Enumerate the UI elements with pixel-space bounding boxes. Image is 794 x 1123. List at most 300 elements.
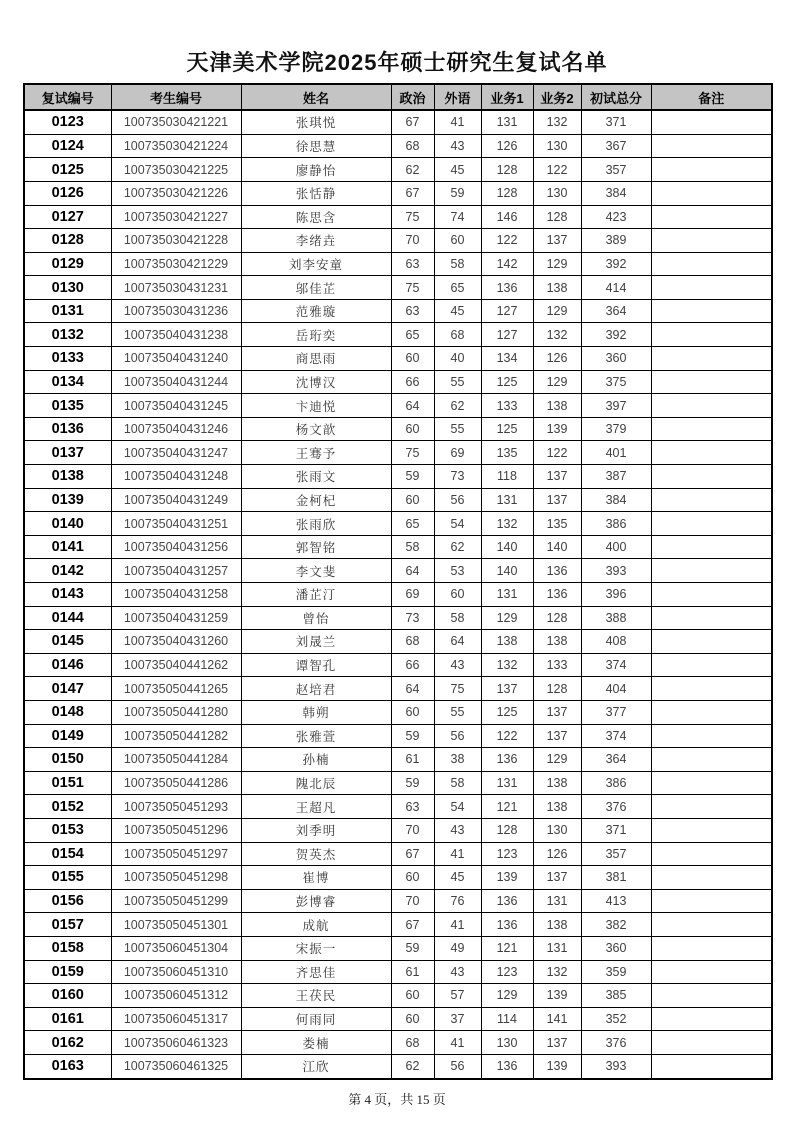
cell-total-score: 364 [581,299,651,323]
cell-politics: 60 [391,347,434,371]
cell-total-score: 393 [581,1054,651,1079]
cell-foreign-language: 43 [434,134,481,158]
cell-politics: 63 [391,299,434,323]
page-title: 天津美术学院2025年硕士研究生复试名单 [186,50,608,75]
cell-major1: 125 [481,700,533,724]
cell-major1: 121 [481,795,533,819]
cell-foreign-language: 74 [434,205,481,229]
table-row [24,134,772,158]
cell-foreign-language: 62 [434,535,481,559]
cell-name: 王超凡 [241,795,391,819]
cell-name: 金柯杞 [241,488,391,512]
cell-major2: 131 [533,889,581,913]
cell-foreign-language: 65 [434,276,481,300]
cell-remark [651,748,772,772]
cell-candidate-no: 100735030421229 [111,252,241,276]
cell-foreign-language: 60 [434,229,481,253]
cell-candidate-no: 100735040431260 [111,630,241,654]
cell-politics: 73 [391,606,434,630]
cell-major2: 140 [533,535,581,559]
cell-politics: 60 [391,700,434,724]
cell-total-score: 352 [581,1007,651,1031]
cell-foreign-language: 58 [434,252,481,276]
cell-retest-id: 0161 [24,1007,111,1031]
cell-name: 岳珩奕 [241,323,391,347]
cell-retest-id: 0156 [24,889,111,913]
cell-total-score: 364 [581,748,651,772]
cell-major1: 128 [481,181,533,205]
table-row [24,299,772,323]
cell-major2: 141 [533,1007,581,1031]
cell-candidate-no: 100735060461325 [111,1054,241,1079]
cell-name: 商思雨 [241,347,391,371]
cell-politics: 63 [391,795,434,819]
cell-total-score: 374 [581,724,651,748]
cell-total-score: 392 [581,323,651,347]
cell-candidate-no: 100735040431246 [111,417,241,441]
cell-politics: 60 [391,866,434,890]
cell-major1: 134 [481,347,533,371]
cell-major2: 131 [533,936,581,960]
cell-total-score: 367 [581,134,651,158]
cell-retest-id: 0123 [24,110,111,134]
cell-politics: 61 [391,960,434,984]
cell-major1: 137 [481,677,533,701]
cell-foreign-language: 54 [434,795,481,819]
cell-name: 江欣 [241,1054,391,1079]
cell-name: 刘李安童 [241,252,391,276]
cell-candidate-no: 100735030431231 [111,276,241,300]
cell-remark [651,771,772,795]
cell-candidate-no: 100735060451312 [111,984,241,1008]
cell-retest-id: 0124 [24,134,111,158]
cell-foreign-language: 38 [434,748,481,772]
cell-name: 齐思佳 [241,960,391,984]
cell-retest-id: 0158 [24,936,111,960]
table-row [24,771,772,795]
cell-name: 潘芷汀 [241,583,391,607]
cell-remark [651,512,772,536]
cell-major1: 135 [481,441,533,465]
cell-major2: 138 [533,276,581,300]
cell-name: 彭博睿 [241,889,391,913]
cell-total-score: 375 [581,370,651,394]
cell-retest-id: 0150 [24,748,111,772]
cell-retest-id: 0138 [24,465,111,489]
cell-major2: 138 [533,394,581,418]
cell-major2: 136 [533,583,581,607]
cell-name: 廖静怡 [241,158,391,182]
table-row [24,323,772,347]
cell-remark [651,889,772,913]
cell-total-score: 385 [581,984,651,1008]
cell-foreign-language: 45 [434,866,481,890]
cell-retest-id: 0162 [24,1031,111,1055]
cell-candidate-no: 100735030421225 [111,158,241,182]
cell-remark [651,724,772,748]
header-retest-id: 复试编号 [24,84,111,110]
cell-retest-id: 0135 [24,394,111,418]
cell-foreign-language: 75 [434,677,481,701]
cell-name: 徐思慧 [241,134,391,158]
table-row [24,441,772,465]
cell-candidate-no: 100735040431257 [111,559,241,583]
cell-politics: 66 [391,370,434,394]
cell-foreign-language: 41 [434,913,481,937]
table-row [24,677,772,701]
cell-remark [651,1007,772,1031]
cell-remark [651,158,772,182]
cell-politics: 75 [391,205,434,229]
cell-remark [651,347,772,371]
cell-major2: 126 [533,842,581,866]
cell-total-score: 359 [581,960,651,984]
cell-retest-id: 0147 [24,677,111,701]
cell-major2: 130 [533,818,581,842]
cell-remark [651,252,772,276]
cell-remark [651,630,772,654]
cell-major2: 137 [533,465,581,489]
cell-major1: 131 [481,771,533,795]
cell-major1: 114 [481,1007,533,1031]
cell-major2: 139 [533,1054,581,1079]
cell-candidate-no: 100735040431258 [111,583,241,607]
cell-major1: 133 [481,394,533,418]
cell-major1: 140 [481,535,533,559]
cell-major1: 121 [481,936,533,960]
cell-candidate-no: 100735060451317 [111,1007,241,1031]
cell-remark [651,110,772,134]
cell-major1: 125 [481,370,533,394]
cell-name: 郭智铭 [241,535,391,559]
cell-total-score: 374 [581,653,651,677]
cell-name: 张恬静 [241,181,391,205]
cell-remark [651,441,772,465]
cell-major1: 130 [481,1031,533,1055]
cell-name: 王骞予 [241,441,391,465]
cell-politics: 60 [391,984,434,1008]
cell-foreign-language: 49 [434,936,481,960]
cell-retest-id: 0163 [24,1054,111,1079]
cell-remark [651,465,772,489]
cell-candidate-no: 100735030421221 [111,110,241,134]
cell-politics: 67 [391,913,434,937]
cell-politics: 65 [391,512,434,536]
table-row [24,866,772,890]
cell-major1: 139 [481,866,533,890]
cell-remark [651,1031,772,1055]
cell-major2: 137 [533,229,581,253]
cell-politics: 61 [391,748,434,772]
cell-candidate-no: 100735040431251 [111,512,241,536]
table-row [24,936,772,960]
cell-retest-id: 0125 [24,158,111,182]
cell-politics: 69 [391,583,434,607]
cell-total-score: 386 [581,771,651,795]
cell-candidate-no: 100735040431238 [111,323,241,347]
cell-retest-id: 0144 [24,606,111,630]
table-row [24,465,772,489]
cell-politics: 67 [391,181,434,205]
cell-foreign-language: 64 [434,630,481,654]
cell-politics: 75 [391,441,434,465]
table-row [24,1007,772,1031]
cell-retest-id: 0143 [24,583,111,607]
cell-remark [651,417,772,441]
cell-name: 娄楠 [241,1031,391,1055]
cell-total-score: 386 [581,512,651,536]
cell-total-score: 404 [581,677,651,701]
cell-foreign-language: 56 [434,488,481,512]
table-row [24,700,772,724]
cell-total-score: 376 [581,1031,651,1055]
cell-remark [651,559,772,583]
cell-candidate-no: 100735030421224 [111,134,241,158]
cell-major1: 142 [481,252,533,276]
cell-foreign-language: 53 [434,559,481,583]
cell-remark [651,818,772,842]
cell-remark [651,488,772,512]
cell-remark [651,181,772,205]
header-major1: 业务1 [481,84,533,110]
cell-total-score: 360 [581,936,651,960]
cell-foreign-language: 43 [434,653,481,677]
cell-retest-id: 0149 [24,724,111,748]
cell-major2: 132 [533,110,581,134]
cell-major1: 136 [481,1054,533,1079]
cell-remark [651,276,772,300]
table-row [24,889,772,913]
cell-major2: 132 [533,323,581,347]
cell-name: 何雨同 [241,1007,391,1031]
cell-politics: 60 [391,417,434,441]
cell-total-score: 423 [581,205,651,229]
cell-name: 曾怡 [241,606,391,630]
cell-retest-id: 0153 [24,818,111,842]
cell-retest-id: 0151 [24,771,111,795]
cell-name: 杨文歆 [241,417,391,441]
cell-total-score: 397 [581,394,651,418]
cell-total-score: 371 [581,110,651,134]
cell-major2: 129 [533,370,581,394]
cell-name: 李文斐 [241,559,391,583]
cell-total-score: 413 [581,889,651,913]
cell-name: 贺英杰 [241,842,391,866]
cell-foreign-language: 54 [434,512,481,536]
cell-total-score: 360 [581,347,651,371]
cell-politics: 63 [391,252,434,276]
cell-candidate-no: 100735040431244 [111,370,241,394]
cell-foreign-language: 76 [434,889,481,913]
cell-total-score: 396 [581,583,651,607]
cell-name: 张雅萱 [241,724,391,748]
cell-candidate-no: 100735060451304 [111,936,241,960]
cell-candidate-no: 100735050441284 [111,748,241,772]
table-row [24,748,772,772]
cell-major2: 126 [533,347,581,371]
cell-name: 张雨文 [241,465,391,489]
cell-name: 崔博 [241,866,391,890]
cell-major2: 138 [533,630,581,654]
cell-candidate-no: 100735050441265 [111,677,241,701]
table-row [24,1031,772,1055]
cell-total-score: 379 [581,417,651,441]
cell-candidate-no: 100735030421228 [111,229,241,253]
table-row [24,229,772,253]
table-row [24,606,772,630]
cell-major2: 129 [533,748,581,772]
cell-politics: 59 [391,724,434,748]
cell-name: 韩朔 [241,700,391,724]
table-row [24,205,772,229]
cell-major2: 137 [533,488,581,512]
cell-remark [651,936,772,960]
cell-foreign-language: 62 [434,394,481,418]
cell-major2: 138 [533,913,581,937]
cell-candidate-no: 100735050441286 [111,771,241,795]
cell-foreign-language: 55 [434,370,481,394]
header-major2: 业务2 [533,84,581,110]
cell-name: 隗北辰 [241,771,391,795]
cell-foreign-language: 57 [434,984,481,1008]
cell-major2: 137 [533,1031,581,1055]
cell-name: 孙楠 [241,748,391,772]
cell-major1: 128 [481,818,533,842]
table-row [24,488,772,512]
cell-remark [651,866,772,890]
cell-name: 王茯民 [241,984,391,1008]
cell-major2: 128 [533,677,581,701]
cell-candidate-no: 100735060461323 [111,1031,241,1055]
cell-candidate-no: 100735060451310 [111,960,241,984]
cell-politics: 67 [391,842,434,866]
cell-foreign-language: 68 [434,323,481,347]
cell-candidate-no: 100735040431240 [111,347,241,371]
cell-politics: 62 [391,158,434,182]
cell-politics: 59 [391,936,434,960]
cell-remark [651,323,772,347]
cell-retest-id: 0132 [24,323,111,347]
cell-major1: 146 [481,205,533,229]
cell-candidate-no: 100735050441280 [111,700,241,724]
cell-total-score: 387 [581,465,651,489]
table-row [24,417,772,441]
cell-total-score: 414 [581,276,651,300]
cell-major2: 135 [533,512,581,536]
table-row [24,276,772,300]
cell-foreign-language: 58 [434,771,481,795]
cell-name: 宋振一 [241,936,391,960]
cell-name: 张琪悦 [241,110,391,134]
cell-foreign-language: 40 [434,347,481,371]
table-row [24,1054,772,1079]
cell-retest-id: 0131 [24,299,111,323]
cell-name: 范雅璇 [241,299,391,323]
cell-politics: 70 [391,229,434,253]
header-candidate-no: 考生编号 [111,84,241,110]
cell-foreign-language: 56 [434,1054,481,1079]
header-remark: 备注 [651,84,772,110]
cell-major1: 131 [481,110,533,134]
table-row [24,842,772,866]
table-row [24,913,772,937]
cell-major1: 129 [481,984,533,1008]
cell-name: 李绪垚 [241,229,391,253]
table-row [24,984,772,1008]
cell-foreign-language: 55 [434,417,481,441]
cell-total-score: 401 [581,441,651,465]
cell-major1: 123 [481,842,533,866]
cell-total-score: 371 [581,818,651,842]
cell-politics: 58 [391,535,434,559]
cell-major1: 136 [481,276,533,300]
cell-candidate-no: 100735050451293 [111,795,241,819]
cell-name: 刘晟兰 [241,630,391,654]
header-foreign-language: 外语 [434,84,481,110]
cell-remark [651,653,772,677]
cell-name: 刘季明 [241,818,391,842]
table-row [24,347,772,371]
cell-major1: 127 [481,323,533,347]
cell-remark [651,229,772,253]
cell-retest-id: 0159 [24,960,111,984]
cell-foreign-language: 41 [434,1031,481,1055]
cell-major1: 138 [481,630,533,654]
cell-retest-id: 0142 [24,559,111,583]
cell-major2: 129 [533,252,581,276]
cell-major1: 136 [481,913,533,937]
cell-foreign-language: 45 [434,158,481,182]
table-row [24,724,772,748]
cell-politics: 75 [391,276,434,300]
roster-table [23,83,773,1080]
cell-major1: 136 [481,889,533,913]
cell-name: 沈博汉 [241,370,391,394]
cell-retest-id: 0140 [24,512,111,536]
cell-politics: 60 [391,1007,434,1031]
cell-major2: 129 [533,299,581,323]
cell-retest-id: 0134 [24,370,111,394]
cell-foreign-language: 60 [434,583,481,607]
header-row [24,84,772,110]
cell-foreign-language: 58 [434,606,481,630]
table-row [24,252,772,276]
cell-major2: 130 [533,181,581,205]
cell-politics: 70 [391,818,434,842]
cell-retest-id: 0137 [24,441,111,465]
cell-major1: 128 [481,158,533,182]
cell-politics: 70 [391,889,434,913]
cell-major2: 128 [533,205,581,229]
cell-major1: 123 [481,960,533,984]
cell-remark [651,795,772,819]
cell-total-score: 377 [581,700,651,724]
cell-retest-id: 0146 [24,653,111,677]
cell-politics: 59 [391,771,434,795]
cell-retest-id: 0136 [24,417,111,441]
table-row [24,394,772,418]
cell-major1: 136 [481,748,533,772]
cell-total-score: 389 [581,229,651,253]
cell-remark [651,583,772,607]
cell-politics: 64 [391,559,434,583]
cell-major2: 122 [533,441,581,465]
table-row [24,559,772,583]
cell-major2: 133 [533,653,581,677]
table-row [24,630,772,654]
cell-retest-id: 0139 [24,488,111,512]
cell-total-score: 382 [581,913,651,937]
